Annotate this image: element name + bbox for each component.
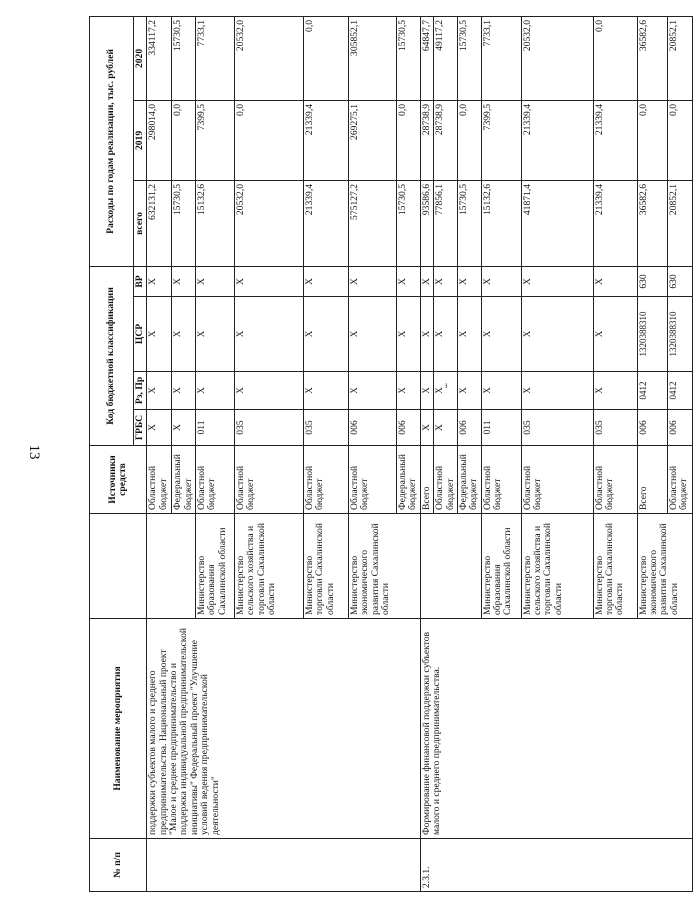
- source-cell: Областной бюджет: [304, 446, 349, 514]
- value-2019-cell: 21339,4: [304, 100, 349, 180]
- header-csr: ЦСР: [134, 297, 147, 372]
- header-vr: ВР: [134, 266, 147, 296]
- header-2020: 2020: [134, 16, 147, 100]
- source-cell: Областной бюджет: [349, 446, 397, 514]
- executor-empty-cell: [147, 514, 196, 619]
- source-cell: Всего: [420, 446, 433, 514]
- rzpr-cell: Х: [521, 372, 593, 410]
- rzpr-cell: 0412: [637, 372, 667, 410]
- rzpr-cell: Х: [457, 372, 481, 410]
- rzpr-cell: Х: [593, 372, 637, 410]
- page-number: 13: [26, 444, 42, 460]
- grbs-cell: 035: [235, 410, 304, 446]
- executor-cell: Министерство сельского хозяйства и торговли Сахалинской области: [235, 514, 304, 619]
- executor-cell: Министерство торговли Сахалинской области: [593, 514, 637, 619]
- total-cell: 575127,2: [349, 180, 397, 266]
- grbs-cell: Х: [147, 410, 172, 446]
- source-cell: Областной бюджет: [667, 446, 692, 514]
- header-bk-group: Код бюджетной классификации: [90, 266, 134, 445]
- header-2019: 2019: [134, 100, 147, 180]
- csr-cell: Х: [521, 297, 593, 372]
- vr-cell: Х: [397, 266, 421, 296]
- value-2020-cell: 7733,1: [481, 16, 521, 100]
- vr-cell: Х: [434, 266, 458, 296]
- value-2019-cell: 298014,0: [147, 100, 172, 180]
- value-2019-cell: 28738,9: [420, 100, 433, 180]
- executor-empty-cell: [420, 514, 481, 619]
- rzpr-cell: Х: [420, 372, 433, 410]
- grbs-cell: 035: [593, 410, 637, 446]
- row-number: [147, 839, 420, 892]
- vr-cell: Х: [457, 266, 481, 296]
- csr-cell: 1320388310: [637, 297, 667, 372]
- grbs-cell: 006: [349, 410, 397, 446]
- total-cell: 20532,0: [235, 180, 304, 266]
- vr-cell: Х: [481, 266, 521, 296]
- source-cell: Областной бюджет: [481, 446, 521, 514]
- grbs-cell: Х: [434, 410, 458, 446]
- value-2019-cell: 21339,4: [593, 100, 637, 180]
- header-executor: [90, 514, 147, 619]
- value-2020-cell: 15730,5: [172, 16, 196, 100]
- grbs-cell: 011: [481, 410, 521, 446]
- executor-cell: Министерство образования Сахалинской области: [196, 514, 235, 619]
- value-2020-cell: 64847,7: [420, 16, 433, 100]
- header-name: Наименование мероприятия: [90, 619, 147, 839]
- grbs-cell: 006: [667, 410, 692, 446]
- vr-cell: Х: [172, 266, 196, 296]
- csr-cell: Х: [196, 297, 235, 372]
- source-cell: Федеральный бюджет: [397, 446, 421, 514]
- csr-cell: 1320388310: [667, 297, 692, 372]
- rzpr-cell: Х: [304, 372, 349, 410]
- table-row: [147, 16, 172, 891]
- value-2020-cell: 49117,2: [434, 16, 458, 100]
- csr-cell: Х: [235, 297, 304, 372]
- header-total: всего: [134, 180, 147, 266]
- header-sources: Источники средств: [90, 446, 147, 514]
- total-cell: 41871,4: [521, 180, 593, 266]
- rotated-table-wrapper: [89, 17, 689, 892]
- grbs-cell: Х: [420, 410, 433, 446]
- value-2020-cell: 7733,1: [196, 16, 235, 100]
- grbs-cell: 006: [457, 410, 481, 446]
- total-cell: 15132,6: [196, 180, 235, 266]
- value-2020-cell: 334117,2: [147, 16, 172, 100]
- rzpr-cell: Х: [235, 372, 304, 410]
- vr-cell: Х: [420, 266, 433, 296]
- executor-cell: Министерство экономического развития Сахалинской области: [349, 514, 421, 619]
- table-body: [147, 16, 692, 891]
- csr-cell: Х: [304, 297, 349, 372]
- csr-cell: Х: [434, 297, 458, 372]
- rzpr-cell: Х: [196, 372, 235, 410]
- rzpr-cell: Х: [172, 372, 196, 410]
- csr-cell: Х: [420, 297, 433, 372]
- header-rzpr: Рз, Пр: [134, 372, 147, 410]
- source-cell: Областной бюджет: [235, 446, 304, 514]
- csr-cell: Х: [147, 297, 172, 372]
- rzpr-cell: Х: [481, 372, 521, 410]
- csr-cell: Х: [172, 297, 196, 372]
- source-cell: Всего: [637, 446, 667, 514]
- total-cell: 15730,5: [397, 180, 421, 266]
- vr-cell: Х: [304, 266, 349, 296]
- value-2019-cell: 0,0: [235, 100, 304, 180]
- total-cell: 632131,2: [147, 180, 172, 266]
- value-2019-cell: 0,0: [667, 100, 692, 180]
- csr-cell: Х: [481, 297, 521, 372]
- grbs-cell: 035: [304, 410, 349, 446]
- csr-cell: Х: [593, 297, 637, 372]
- rzpr-cell: 0412: [667, 372, 692, 410]
- scan-speck: ᵻ: [445, 380, 448, 390]
- executor-cell: Министерство экономического развития Сахалинской области: [637, 514, 692, 619]
- total-cell: 20852,1: [667, 180, 692, 266]
- value-2020-cell: 20532,0: [235, 16, 304, 100]
- csr-cell: Х: [457, 297, 481, 372]
- activity-name: Формирование финансовой поддержки субъектов малого и среднего предпринимательства.: [420, 619, 692, 839]
- vr-cell: Х: [235, 266, 304, 296]
- source-cell: Федеральный бюджет: [457, 446, 481, 514]
- header-grbs: ГРБС: [134, 410, 147, 446]
- value-2020-cell: 0,0: [593, 16, 637, 100]
- vr-cell: 630: [637, 266, 667, 296]
- value-2019-cell: 0,0: [397, 100, 421, 180]
- vr-cell: Х: [349, 266, 397, 296]
- header-exp-group: Расходы по годам реализации, тыс. рублей: [90, 16, 134, 266]
- vr-cell: Х: [196, 266, 235, 296]
- value-2019-cell: 7399,5: [196, 100, 235, 180]
- value-2020-cell: 305852,1: [349, 16, 397, 100]
- csr-cell: Х: [397, 297, 421, 372]
- rzpr-cell: Х: [397, 372, 421, 410]
- vr-cell: Х: [593, 266, 637, 296]
- value-2019-cell: 21339,4: [521, 100, 593, 180]
- source-cell: Федеральный бюджет: [172, 446, 196, 514]
- source-cell: Областной бюджет: [593, 446, 637, 514]
- vr-cell: 630: [667, 266, 692, 296]
- value-2020-cell: 20532,0: [521, 16, 593, 100]
- executor-cell: Министерство образования Сахалинской области: [481, 514, 521, 619]
- grbs-cell: Х: [172, 410, 196, 446]
- total-cell: 15730,5: [172, 180, 196, 266]
- executor-cell: Министерство сельского хозяйства и торговли Сахалинской области: [521, 514, 593, 619]
- value-2020-cell: 20852,1: [667, 16, 692, 100]
- grbs-cell: 011: [196, 410, 235, 446]
- vr-cell: Х: [521, 266, 593, 296]
- value-2019-cell: 0,0: [172, 100, 196, 180]
- total-cell: 93586,6: [420, 180, 433, 266]
- csr-cell: Х: [349, 297, 397, 372]
- source-cell: Областной бюджет: [147, 446, 172, 514]
- total-cell: 21339,4: [304, 180, 349, 266]
- row-number: 2.3.1.: [420, 839, 692, 892]
- rzpr-cell: Х: [349, 372, 397, 410]
- grbs-cell: 006: [397, 410, 421, 446]
- total-cell: 15132,6: [481, 180, 521, 266]
- grbs-cell: 035: [521, 410, 593, 446]
- value-2020-cell: 36582,6: [637, 16, 667, 100]
- value-2019-cell: 7399,5: [481, 100, 521, 180]
- total-cell: 15730,5: [457, 180, 481, 266]
- value-2020-cell: 15730,5: [397, 16, 421, 100]
- total-cell: 36582,6: [637, 180, 667, 266]
- source-cell: Областной бюджет: [521, 446, 593, 514]
- value-2019-cell: 0,0: [457, 100, 481, 180]
- budget-table: [89, 16, 693, 892]
- header-num: № п/п: [90, 839, 147, 892]
- vr-cell: Х: [147, 266, 172, 296]
- source-cell: Областной бюджет: [434, 446, 458, 514]
- value-2019-cell: 28738,9: [434, 100, 458, 180]
- total-cell: 21339,4: [593, 180, 637, 266]
- rzpr-cell: Х: [434, 372, 458, 410]
- rzpr-cell: Х: [147, 372, 172, 410]
- value-2020-cell: 15730,5: [457, 16, 481, 100]
- source-cell: Областной бюджет: [196, 446, 235, 514]
- grbs-cell: 006: [637, 410, 667, 446]
- value-2020-cell: 0,0: [304, 16, 349, 100]
- total-cell: 77856,1: [434, 180, 458, 266]
- activity-name: поддержки субъектов малого и среднего предпринимательства. Национальный проект "Малое и среднее предпринимательство и поддержка индивидуальной предпринимательской инициативы" Федеральный проект "Улучшение условий ведения предпринимательской деятельности": [147, 619, 420, 839]
- executor-cell: Министерство торговли Сахалинской области: [304, 514, 349, 619]
- value-2019-cell: 0,0: [637, 100, 667, 180]
- table-row: [420, 16, 433, 891]
- value-2019-cell: 269275,1: [349, 100, 397, 180]
